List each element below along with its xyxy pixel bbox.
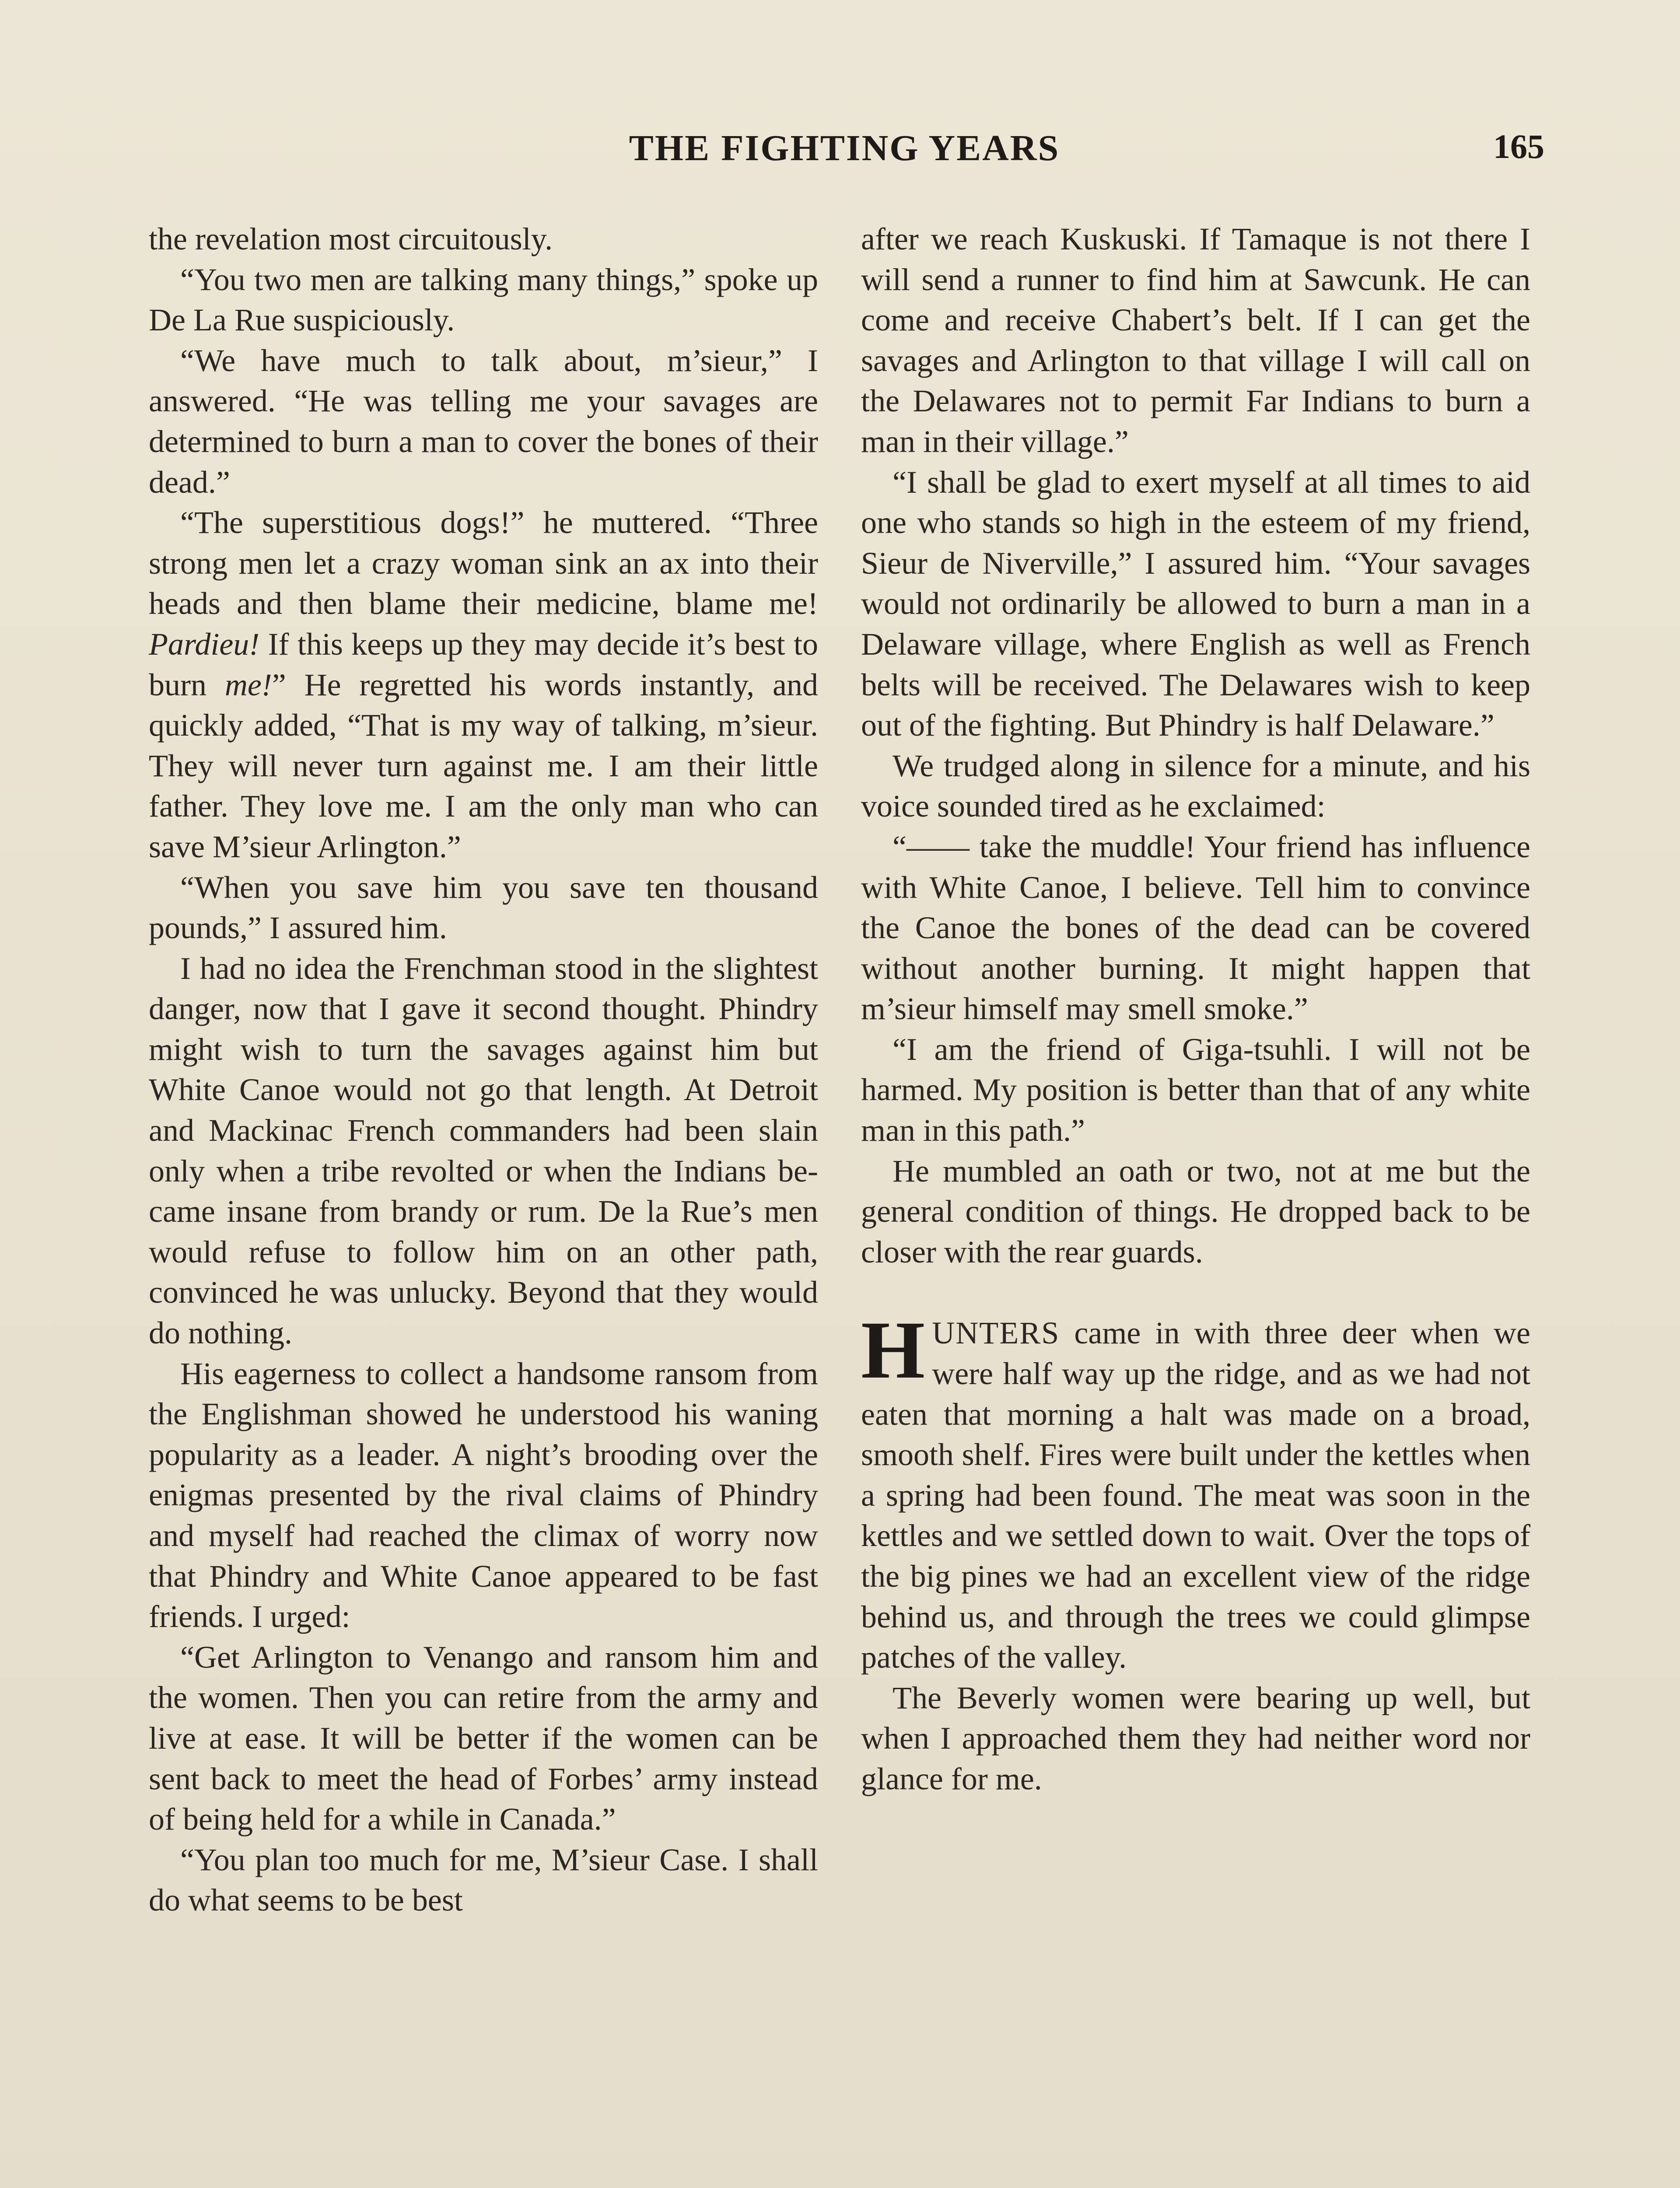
paragraph: after we reach Kuskuski. If Tamaque is not there I will send a runner to find him at Sawcunk. He can come and receive Chabert’s belt. If I can get the savages and Arlington to that village I will call on the Delawares not to permit Far Indians to burn a man in their village.”: [861, 221, 1530, 459]
italic-text: Pardieu!: [149, 626, 260, 662]
paragraph: [149, 502, 818, 867]
running-title: THE FIGHTING YEARS: [629, 128, 1060, 168]
paragraph: “We have much to talk about, m’sieur,” I answered. “He was telling me your savages are determined to burn a man to cover the bones of their dead.”: [149, 343, 818, 500]
text-run: If this keeps up they may decide it’s best to burn: [149, 626, 818, 702]
paragraph: the revelation most circuitously.: [149, 221, 553, 256]
paragraph: “I shall be glad to exert myself at all times to aid one who stands so high in the esteem of my friend, Sieur de Niverville,” I assured him. “Your savages would not ordinarily be allowed to burn a man in a Delaware village, where English as well as French belts will be received. The Delawares wish to keep out of the fighting. But Phindry is half Delaware.”: [861, 464, 1530, 743]
paragraph: The Beverly women were bearing up well, but when I approached them they had neither word nor glance for me.: [861, 1680, 1530, 1796]
paragraph: “I am the friend of Giga-tsuhli. I will not be harmed. My position is better than that of any white man in this path.”: [861, 1031, 1530, 1148]
left-column: [149, 219, 818, 1921]
text-run: ” He regretted his words instantly, and quickly added, “That is my way of talking, m’sieur. They will never turn against me. I am their little father. They love me. I am the only man who can save M’sieur Arlington.”: [149, 667, 818, 864]
drop-cap: H: [861, 1304, 925, 1396]
paragraph: We trudged along in silence for a minute, and his voice sounded tired as he exclaimed:: [861, 748, 1530, 824]
right-column: [861, 219, 1530, 1799]
paragraph: I had no idea the Frenchman stood in the slightest danger, now that I gave it second thought. Phindry might wish to turn the savages against him but White Canoe would not go that length. At Detroit and Mackinac French commanders had been slain only when a tribe revolted or when the Indians became insane from brandy or rum. De la Rue’s men would refuse to follow him on an other path, convinced he was unlucky. Beyond that they would do nothing.: [149, 950, 818, 1351]
italic-text: me!: [224, 667, 272, 702]
text-run: came in with three deer when we were half way up the ridge, and as we had not eaten that morning a halt was made on a broad, smooth shelf. Fires were built under the kettles when a spring had been found. The meat was soon in the kettles and we settled down to wait. Over the tops of the big pines we had an excellent view of the ridge behind us, and through the trees we could glimpse patches of the valley.: [861, 1315, 1530, 1675]
paragraph: His eagerness to collect a handsome ransom from the Englishman showed he understood his waning popularity as a leader. A night’s brooding over the enigmas presented by the rival claims of Phindry and myself had reached the climax of worry now that Phindry and White Canoe appeared to be fast friends. I urged:: [149, 1356, 818, 1634]
paragraph: “You two men are talking many things,” spoke up De La Rue suspiciously.: [149, 262, 818, 338]
paragraph: He mumbled an oath or two, not at me but the general condition of things. He dropped back to be closer with the rear guards.: [861, 1153, 1530, 1269]
small-caps-lead: UNTERS: [932, 1315, 1060, 1351]
text-run: “The superstitious dogs!” he muttered. “Three strong men let a crazy woman sink an ax into their heads and then blame their medicine, blame me!: [149, 505, 818, 621]
paragraph: “Get Arlington to Venango and ransom him and the women. Then you can retire from the army and live at ease. It will be better if the women can be sent back to meet the head of Forbes’ army instead of being held for a while in Canada.”: [149, 1639, 818, 1837]
paragraph: “—— take the muddle! Your friend has influence with White Canoe, I believe. Tell him to convince the Canoe the bones of the dead can be covered without another burning. It might happen that m’sieur himself may smell smoke.”: [861, 829, 1530, 1027]
section-break: [861, 1272, 1530, 1313]
page-number: 165: [1493, 127, 1544, 165]
paragraph: “You plan too much for me, M’sieur Case. I shall do what seems to be best: [149, 1842, 818, 1918]
paragraph: “When you save him you save ten thousand pounds,” I assured him.: [149, 870, 818, 946]
paragraph: [861, 1304, 1530, 1677]
page-header: [144, 127, 1544, 179]
